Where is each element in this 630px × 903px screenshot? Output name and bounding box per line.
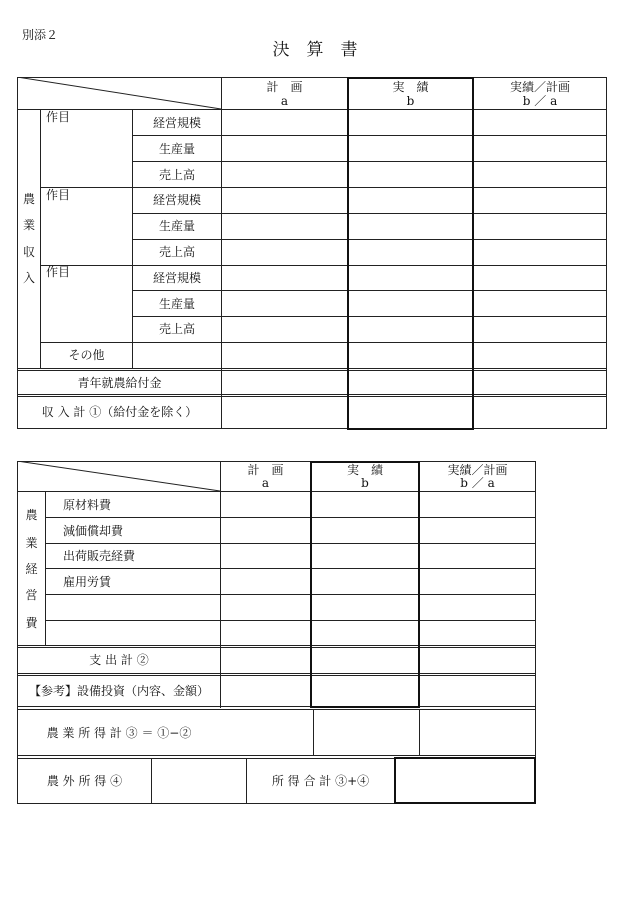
side-label-char: 営 (25, 588, 38, 602)
item-scale: 経営規模 (152, 271, 201, 285)
item-sales: 売上高 (158, 245, 195, 259)
item-sales: 売上高 (158, 322, 195, 336)
header-actual: 実 績 (346, 463, 383, 477)
header-actual: 実 績 (392, 80, 429, 94)
attachment-label: 別添２ (22, 28, 59, 42)
item-sales: 売上高 (158, 168, 195, 182)
crop-label: 作目 (46, 265, 71, 279)
header-actual-sub: b (406, 94, 415, 108)
header-ratio-sub: b ／ a (460, 476, 495, 490)
header-ratio-sub: b ／ a (522, 94, 558, 108)
expense-item: 雇用労賃 (63, 575, 112, 589)
other-label: その他 (68, 348, 105, 362)
side-label-char: 費 (25, 616, 38, 630)
header-plan-sub: a (280, 94, 289, 108)
item-production: 生産量 (158, 219, 195, 233)
side-label-char: 入 (22, 271, 35, 285)
total-income-box (394, 757, 536, 804)
expense-total-label: 支 出 計 ② (89, 653, 149, 667)
side-label-char: 業 (22, 218, 35, 232)
crop-label: 作目 (46, 188, 71, 202)
side-label-char: 農 (22, 192, 35, 206)
expense-item: 減価償却費 (63, 524, 124, 538)
side-label-char: 業 (25, 536, 38, 550)
crop-label: 作目 (46, 110, 71, 124)
header-diagonal (17, 461, 221, 492)
header-actual-sub: b (361, 476, 369, 490)
actual-column-frame (310, 461, 420, 708)
header-ratio: 実績／計画 (509, 80, 570, 94)
item-production: 生産量 (158, 297, 195, 311)
header-plan: 計 画 (247, 463, 284, 477)
expense-item: 出荷販売経費 (63, 549, 136, 563)
item-scale: 経営規模 (152, 193, 201, 207)
item-scale: 経営規模 (152, 116, 201, 130)
page-title: 決 算 書 (272, 40, 358, 60)
header-plan: 計 画 (266, 80, 303, 94)
side-label-char: 経 (25, 562, 38, 576)
header-plan-sub: a (261, 476, 270, 490)
income-total-label: 収 入 計 ①（給付金を除く） (41, 405, 198, 419)
nonfarm-income-label: 農 外 所 得 ④ (46, 774, 123, 788)
side-label-char: 収 (22, 245, 35, 259)
capex-label: 【参考】設備投資（内容、金額） (28, 684, 209, 698)
expense-item: 原材料費 (63, 498, 112, 512)
farm-income-label: 農 業 所 得 計 ③ ＝ ①−② (46, 726, 192, 740)
side-label-char: 農 (25, 508, 38, 522)
item-production: 生産量 (158, 142, 195, 156)
subsidy-label: 青年就農給付金 (77, 376, 162, 390)
total-income-label: 所 得 合 計 ③+④ (271, 774, 370, 788)
header-ratio: 実績／計画 (447, 463, 508, 477)
